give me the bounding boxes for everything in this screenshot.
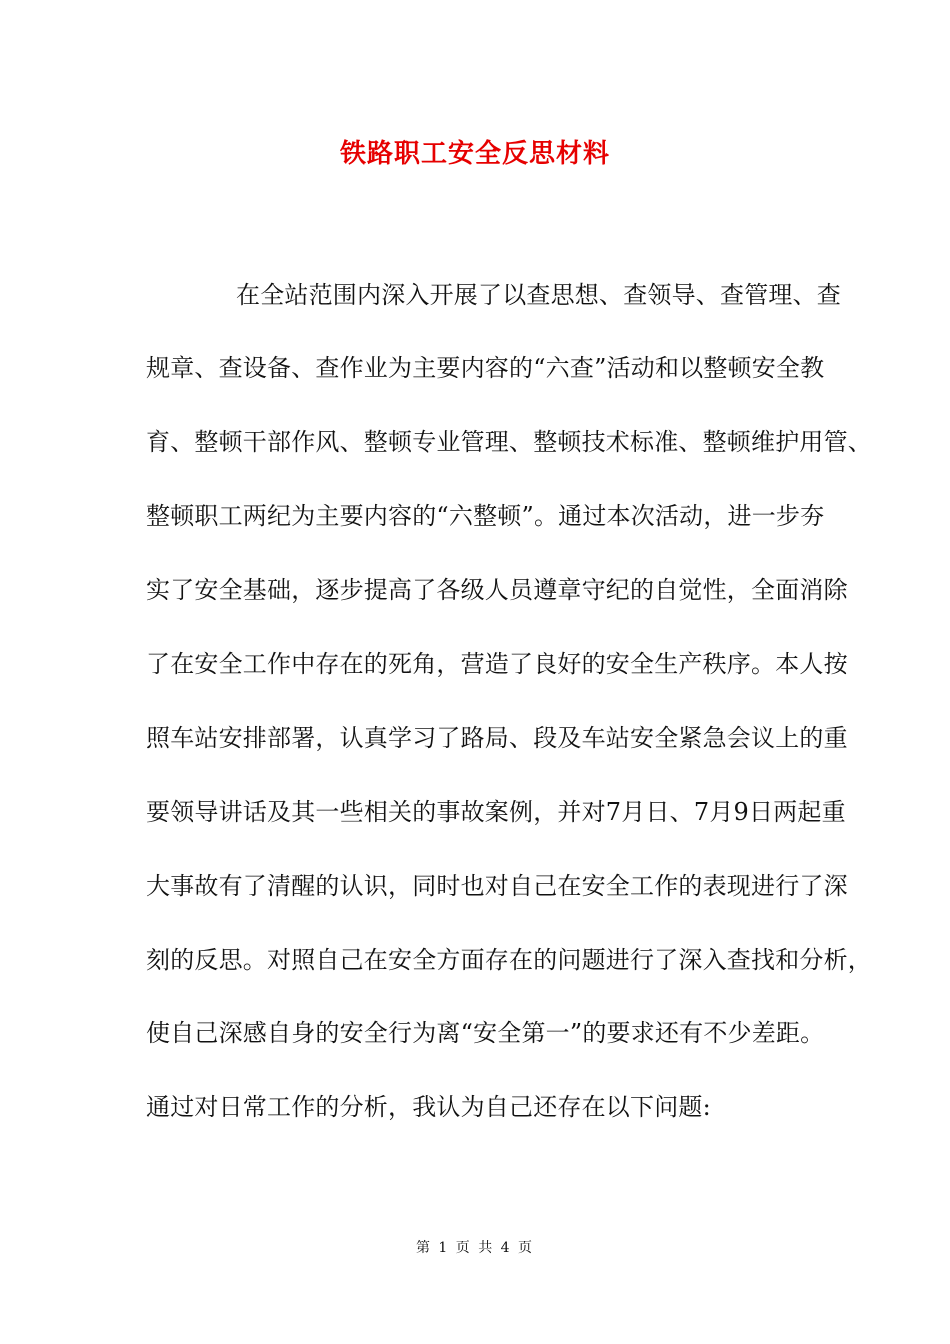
body-line: 了在安全工作中存在的死角，营造了良好的安全生产秩序。本人按 — [146, 650, 848, 678]
body-line: 规章、查设备、查作业为主要内容的“六查”活动和以整顿安全教 — [146, 354, 825, 382]
document-title: 铁路职工安全反思材料 — [339, 139, 610, 169]
body-line: 实了安全基础，逐步提高了各级人员遵章守纪的自觉性，全面消除 — [146, 576, 848, 604]
body-line: 在全站范围内深入开展了以查思想、查领导、查管理、查 — [236, 281, 841, 309]
body-line: 使自己深感自身的安全行为离“安全第一”的要求还有不少差距。 — [146, 1019, 825, 1047]
body-line: 刻的反思。对照自己在安全方面存在的问题进行了深入查找和分析， — [146, 946, 872, 974]
page-number-footer: 第 1 页 共 4 页 — [415, 1240, 535, 1256]
body-line: 整顿职工两纪为主要内容的“六整顿”。通过本次活动，进一步夯 — [146, 502, 825, 530]
body-line: 大事故有了清醒的认识，同时也对自己在安全工作的表现进行了深 — [146, 872, 848, 900]
body-line: 育、整顿干部作风、整顿专业管理、整顿技术标准、整顿维护用管、 — [146, 428, 872, 456]
body-line: 要领导讲话及其一些相关的事故案例，并对7月日、7月9日两起重 — [146, 798, 846, 826]
body-line: 照车站安排部署，认真学习了路局、段及车站安全紧急会议上的重 — [146, 724, 848, 752]
body-line: 通过对日常工作的分析，我认为自己还存在以下问题: — [146, 1093, 711, 1121]
